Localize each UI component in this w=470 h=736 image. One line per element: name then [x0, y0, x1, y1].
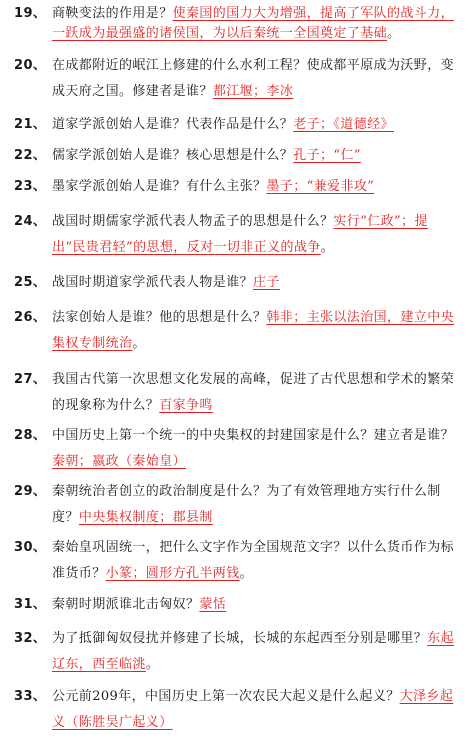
item-number: 33、 — [14, 689, 47, 704]
question-text: 道家学派创始人是谁？代表作品是什么？ — [52, 117, 294, 132]
qa-body — [52, 209, 460, 261]
item-number: 28、 — [14, 428, 47, 443]
question-text: 中国历史上第一个统一的中央集权的封建国家是什么？建立者是谁？ — [52, 428, 455, 443]
qa-body — [52, 367, 460, 419]
question-text: 秦朝统治者创立的政治制度是什么？为了有效管理地方实行什么制度？ — [52, 484, 441, 525]
qa-body — [52, 595, 460, 615]
question-text: 法家创始人是谁？他的思想是什么？ — [52, 310, 267, 325]
answer-text: 大泽乡起义（陈胜吴广起义） — [52, 689, 454, 730]
qa-body — [52, 423, 460, 475]
item-number: 27、 — [14, 372, 47, 387]
qa-body — [52, 479, 460, 531]
answer-text: 老子；《道德经》 — [293, 117, 394, 132]
answer-text: 韩非；主张以法治国，建立中央集权专制统治 — [52, 310, 455, 351]
qa-body — [52, 626, 460, 678]
qa-item — [14, 209, 460, 261]
qa-item — [14, 684, 460, 736]
answer-text: 秦朝；嬴政（秦始皇） — [52, 454, 187, 469]
qa-item — [14, 146, 460, 166]
qa-item — [14, 535, 460, 587]
answer-tail: 。 — [239, 566, 254, 581]
qa-body — [52, 146, 460, 166]
answer-text: 孔子；“仁” — [293, 148, 361, 163]
answer-tail: 。 — [387, 26, 401, 41]
qa-body — [52, 305, 460, 357]
qa-item — [14, 115, 460, 135]
qa-item — [14, 595, 460, 615]
qa-body — [52, 177, 460, 197]
answer-text: 百家争鸣 — [159, 398, 213, 413]
answer-text: 墨子；“兼爱非攻” — [266, 179, 375, 194]
item-number: 20、 — [14, 58, 47, 73]
answer-text: 蒙恬 — [199, 597, 227, 612]
item-number: 23、 — [14, 179, 47, 194]
question-text: 儒家学派创始人是谁？核心思想是什么？ — [52, 148, 294, 163]
question-text: 秦始皇巩固统一，把什么文字作为全国规范文字？以什么货币作为标准货币？ — [52, 540, 455, 581]
question-text: 墨家学派创始人是谁？有什么主张？ — [52, 179, 267, 194]
answer-text: 中央集权制度；郡县制 — [78, 510, 213, 525]
item-number: 25、 — [14, 275, 47, 290]
question-text: 战国时期儒家学派代表人物孟子的思想是什么？ — [52, 214, 334, 229]
item-number: 22、 — [14, 148, 47, 163]
qa-body — [52, 53, 460, 105]
qa-body — [52, 115, 460, 135]
qa-body — [52, 535, 460, 587]
qa-body — [52, 684, 460, 736]
question-text: 秦朝时期派谁北击匈奴？ — [52, 597, 200, 612]
answer-tail: 。 — [145, 657, 160, 672]
question-text: 战国时期道家学派代表人物是谁？ — [52, 275, 254, 290]
item-number: 30、 — [14, 540, 47, 555]
qa-item — [14, 305, 460, 357]
item-number: 19、 — [14, 6, 47, 21]
qa-body — [52, 273, 460, 293]
qa-body — [52, 4, 460, 44]
qa-item — [14, 4, 460, 44]
answer-text: 使秦国的国力大为增强，提高了军队的战斗力，一跃成为最强盛的诸侯国，为以后秦统一全国奠定了基础 — [52, 6, 455, 41]
item-number: 29、 — [14, 484, 47, 499]
qa-item — [14, 273, 460, 293]
item-number: 32、 — [14, 631, 47, 646]
qa-item — [14, 626, 460, 678]
question-text: 我国古代第一次思想文化发展的高峰，促进了古代思想和学术的繁荣的现象称为什么？ — [52, 372, 455, 413]
question-text: 公元前209年，中国历史上第一次农民大起义是什么起义？ — [52, 689, 400, 704]
question-text: 为了抵御匈奴侵扰并修建了长城，长城的东起西至分别是哪里？ — [52, 631, 428, 646]
answer-tail: 。 — [320, 240, 335, 255]
qa-item — [14, 479, 460, 531]
answer-text: 东起辽东，西至临洮 — [52, 631, 455, 672]
answer-text: 庄子 — [253, 275, 280, 290]
question-text: 在成都附近的岷江上修建的什么水利工程？使成都平原成为沃野，变成天府之国。修建者是谁？ — [52, 58, 455, 99]
qa-item — [14, 53, 460, 105]
item-number: 24、 — [14, 214, 47, 229]
answer-text: 实行“仁政”；提出“民贵君轻”的思想，反对一切非正义的战争 — [52, 214, 428, 255]
question-text: 商鞅变法的作用是？ — [52, 6, 173, 21]
qa-item — [14, 177, 460, 197]
answer-text: 小篆；圆形方孔半两钱 — [105, 566, 240, 581]
item-number: 31、 — [14, 597, 47, 612]
item-number: 21、 — [14, 117, 47, 132]
answer-text: 都江堰；李冰 — [212, 84, 294, 99]
qa-item — [14, 423, 460, 475]
qa-item — [14, 367, 460, 419]
answer-tail: 。 — [132, 336, 146, 351]
item-number: 26、 — [14, 310, 47, 325]
